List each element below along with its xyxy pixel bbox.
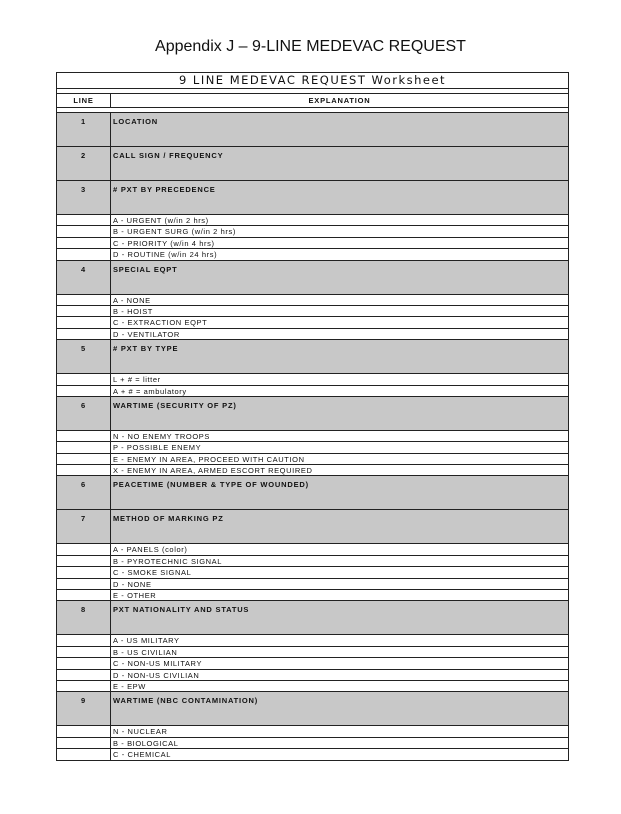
line-number: 5 [57, 340, 111, 373]
option-text: B - US CIVILIAN [113, 647, 178, 657]
option-text: D - NONE [113, 579, 152, 589]
option-line-cell [57, 329, 111, 339]
option-text: A - US MILITARY [113, 636, 180, 646]
section-row-line-3 [57, 181, 568, 215]
line-column-header: LINE [57, 94, 111, 107]
option-line-cell [57, 454, 111, 464]
section-row-line-6 [57, 397, 568, 431]
section-label: # PXT BY TYPE [113, 344, 179, 354]
section-label: CALL SIGN / FREQUENCY [113, 151, 224, 160]
option-text: A + # = ambulatory [113, 386, 187, 396]
option-line-cell [57, 749, 111, 759]
option-line-cell [57, 635, 111, 645]
option-row [57, 544, 568, 555]
section-row-line-8 [57, 601, 568, 635]
option-text: E - OTHER [113, 591, 157, 601]
option-line-cell [57, 442, 111, 452]
worksheet-title: 9 LINE MEDEVAC REQUEST Worksheet [57, 73, 568, 89]
option-text: A - NONE [113, 295, 151, 305]
section-row-line-9 [57, 692, 568, 726]
option-row [57, 635, 568, 646]
option-line-cell [57, 215, 111, 225]
option-text: A - URGENT (w/in 2 hrs) [113, 216, 209, 225]
section-row-line-1 [57, 113, 568, 147]
option-text: D - NON-US CIVILIAN [113, 670, 200, 680]
option-row [57, 295, 568, 306]
section-row-line-7 [57, 510, 568, 544]
option-text: C - NON-US MILITARY [113, 659, 203, 669]
option-line-cell [57, 465, 111, 475]
option-row [57, 249, 568, 260]
option-line-cell [57, 647, 111, 657]
option-line-cell [57, 658, 111, 668]
line-number: 9 [57, 692, 111, 725]
option-line-cell [57, 738, 111, 748]
line-number: 4 [57, 261, 111, 294]
option-line-cell [57, 249, 111, 259]
section-row-line-5 [57, 340, 568, 374]
option-text: N - NO ENEMY TROOPS [113, 431, 210, 441]
option-line-cell [57, 681, 111, 691]
option-row [57, 556, 568, 567]
section-label: PXT NATIONALITY AND STATUS [113, 605, 250, 615]
option-line-cell [57, 317, 111, 327]
option-text: E - EPW [113, 681, 146, 691]
option-row [57, 238, 568, 249]
option-line-cell [57, 590, 111, 600]
option-line-cell [57, 226, 111, 236]
option-text: L + # = litter [113, 375, 161, 385]
line-number: 8 [57, 601, 111, 634]
worksheet-sections [57, 113, 568, 761]
option-text: N - NUCLEAR [113, 727, 168, 737]
option-text: P - POSSIBLE ENEMY [113, 443, 202, 453]
section-label: PEACETIME (NUMBER & TYPE OF WOUNDED) [113, 480, 309, 490]
option-row [57, 306, 568, 317]
section-row-line-6 [57, 476, 568, 510]
option-line-cell [57, 238, 111, 248]
option-row [57, 670, 568, 681]
section-row-line-2 [57, 147, 568, 181]
option-text: D - ROUTINE (w/in 24 hrs) [113, 250, 218, 260]
option-row [57, 738, 568, 749]
option-row [57, 215, 568, 226]
line-number: 3 [57, 181, 111, 214]
document-title: Appendix J – 9-LINE MEDEVAC REQUEST [155, 38, 466, 55]
section-label: LOCATION [113, 117, 159, 126]
option-line-cell [57, 386, 111, 396]
option-line-cell [57, 670, 111, 680]
option-line-cell [57, 579, 111, 589]
option-row [57, 329, 568, 340]
option-text: X - ENEMY IN AREA, ARMED ESCORT REQUIRED [113, 466, 313, 476]
option-text: E - ENEMY IN AREA, PROCEED WITH CAUTION [113, 454, 305, 464]
option-text: C - PRIORITY (w/in 4 hrs) [113, 238, 215, 248]
option-line-cell [57, 374, 111, 384]
option-line-cell [57, 306, 111, 316]
line-number: 7 [57, 510, 111, 543]
option-text: A - PANELS (color) [113, 545, 188, 555]
line-number: 6 [57, 476, 111, 509]
line-number: 1 [57, 113, 111, 146]
section-label: WARTIME (NBC CONTAMINATION) [113, 696, 259, 706]
option-row [57, 567, 568, 578]
option-row [57, 431, 568, 442]
option-line-cell [57, 544, 111, 554]
option-row [57, 465, 568, 476]
option-text: D - VENTILATOR [113, 329, 180, 339]
section-label: WARTIME (SECURITY OF PZ) [113, 400, 237, 410]
option-row [57, 386, 568, 397]
line-number: 2 [57, 147, 111, 180]
option-row [57, 681, 568, 692]
worksheet-table [56, 72, 569, 761]
option-row [57, 726, 568, 737]
section-row-line-4 [57, 261, 568, 295]
option-row [57, 317, 568, 328]
option-row [57, 454, 568, 465]
section-label: METHOD OF MARKING PZ [113, 514, 224, 524]
option-row [57, 442, 568, 453]
option-text: C - CHEMICAL [113, 750, 172, 760]
line-number: 6 [57, 397, 111, 430]
option-row [57, 658, 568, 669]
option-line-cell [57, 431, 111, 441]
option-text: C - SMOKE SIGNAL [113, 568, 192, 578]
option-row [57, 749, 568, 760]
option-text: B - HOIST [113, 306, 153, 316]
option-text: B - PYROTECHNIC SIGNAL [113, 556, 223, 566]
explanation-column-header: EXPLANATION [308, 96, 371, 105]
option-line-cell [57, 726, 111, 736]
option-line-cell [57, 567, 111, 577]
option-row [57, 226, 568, 237]
option-line-cell [57, 556, 111, 566]
option-text: C - EXTRACTION EQPT [113, 318, 208, 328]
option-text: B - BIOLOGICAL [113, 738, 179, 748]
option-line-cell [57, 295, 111, 305]
section-label: # PXT BY PRECEDENCE [113, 185, 216, 194]
option-row [57, 579, 568, 590]
section-label: SPECIAL EQPT [113, 264, 178, 274]
option-text: B - URGENT SURG (w/in 2 hrs) [113, 227, 236, 237]
table-header-row [57, 94, 568, 108]
option-row [57, 590, 568, 601]
option-row [57, 374, 568, 385]
option-row [57, 647, 568, 658]
